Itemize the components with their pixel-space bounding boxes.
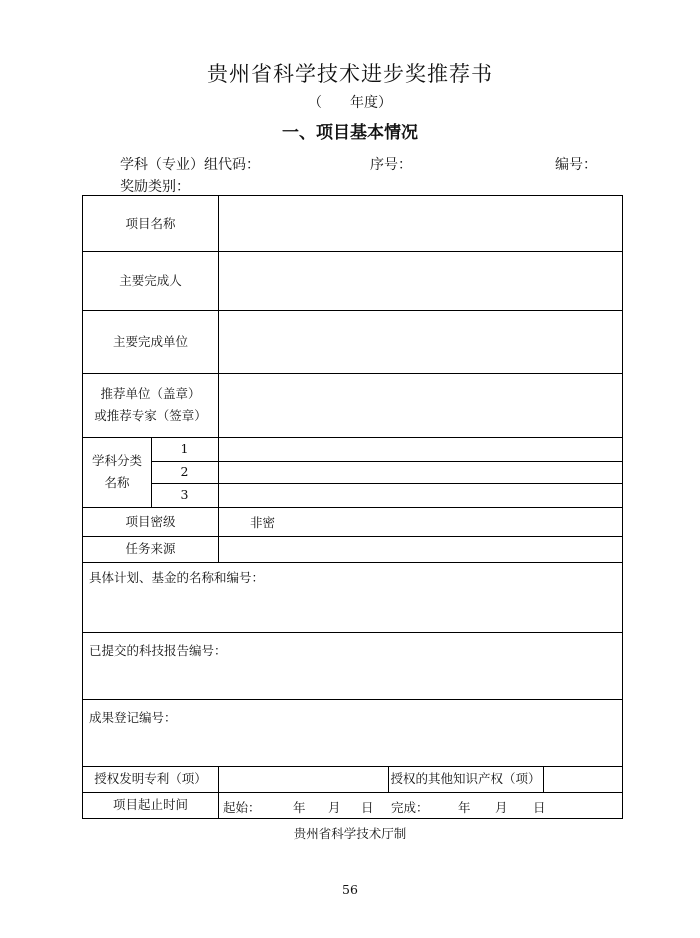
main-persons-label: 主要完成人 bbox=[119, 272, 182, 288]
start-month-char: 月 bbox=[328, 800, 341, 815]
number-label: 编号： bbox=[555, 157, 597, 173]
discipline-row-number: 3 bbox=[180, 487, 189, 502]
main-units-label: 主要完成单位 bbox=[112, 333, 188, 349]
discipline-line-2: 名称 bbox=[104, 475, 130, 490]
discipline-code-label: 学科（专业）组代码： bbox=[120, 157, 260, 173]
recommender-label bbox=[83, 373, 218, 437]
discipline-line-1: 学科分类 bbox=[91, 453, 142, 468]
award-category-label: 奖励类别： bbox=[120, 179, 190, 195]
recommender-line-1: 推荐单位（盖章） bbox=[100, 386, 201, 401]
end-month-char: 月 bbox=[495, 800, 508, 815]
row-divider bbox=[151, 461, 622, 462]
col-divider bbox=[543, 766, 544, 792]
end-year-char: 年 bbox=[458, 800, 471, 815]
other-ip-label: 授权的其他知识产权（项） bbox=[390, 771, 541, 786]
tech-report-label: 已提交的科技报告编号： bbox=[89, 643, 227, 658]
row-divider bbox=[83, 699, 622, 700]
end-label: 完成： bbox=[391, 800, 429, 815]
end-day-char: 日 bbox=[533, 800, 546, 815]
col-divider bbox=[218, 766, 219, 818]
secret-level-label: 项目密级 bbox=[125, 513, 176, 529]
start-label: 起始： bbox=[223, 800, 261, 815]
row-divider bbox=[83, 562, 622, 563]
task-source-label: 任务来源 bbox=[125, 541, 176, 556]
project-info-form bbox=[82, 195, 623, 819]
invention-patent-label: 授权发明专利（项） bbox=[94, 771, 207, 786]
project-period-label: 项目起止时间 bbox=[112, 797, 188, 812]
project-name-label: 项目名称 bbox=[125, 215, 176, 231]
result-registration-label: 成果登记编号： bbox=[89, 710, 177, 725]
plan-fund-label: 具体计划、基金的名称和编号： bbox=[89, 570, 265, 585]
row-divider bbox=[151, 483, 622, 484]
start-year-char: 年 bbox=[293, 800, 306, 815]
secret-level-value: 非密 bbox=[250, 515, 276, 530]
discipline-row-number: 2 bbox=[180, 464, 189, 479]
col-divider bbox=[218, 196, 219, 562]
recommender-line-2: 或推荐专家（签章） bbox=[94, 408, 207, 423]
sequence-label: 序号： bbox=[370, 157, 412, 173]
section-heading: 一、项目基本情况 bbox=[282, 123, 418, 143]
issuer-footer: 贵州省科学技术厅制 bbox=[293, 826, 407, 841]
discipline-label bbox=[83, 437, 151, 507]
start-day-char: 日 bbox=[361, 800, 374, 815]
row-divider bbox=[83, 632, 622, 633]
year-line: （ 年度） bbox=[308, 95, 392, 111]
discipline-row-number: 1 bbox=[180, 441, 189, 456]
page-number: 56 bbox=[342, 882, 358, 897]
document-title: 贵州省科学技术进步奖推荐书 bbox=[207, 62, 493, 86]
